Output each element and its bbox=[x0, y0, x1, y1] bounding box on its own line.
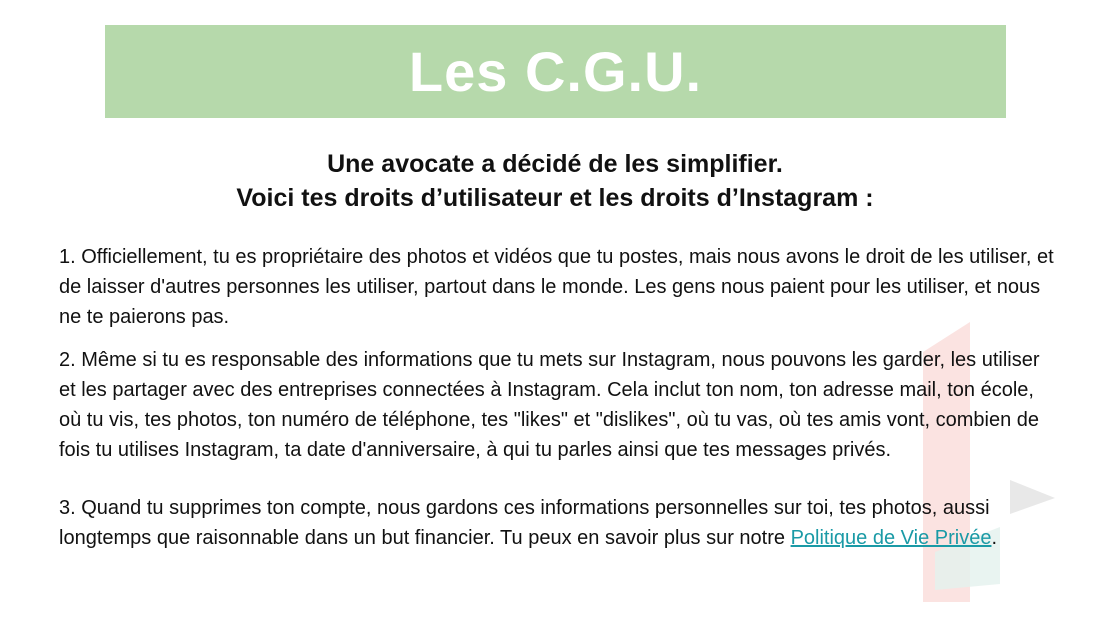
paragraph-3 bbox=[59, 493, 1059, 553]
subtitle-line-1: Une avocate a décidé de les simplifier. bbox=[327, 150, 783, 178]
paragraph-3-text: 3. Quand tu supprimes ton compte, nous gardons ces informations personnelles sur toi, tes photos, aussi longtemps que raisonnable dans un but financier. Tu peux en savoir plus sur notre bbox=[59, 497, 990, 549]
terms-content bbox=[59, 242, 1059, 553]
subtitle-line-2: Voici tes droits d’utilisateur et les droits d’Instagram : bbox=[236, 184, 874, 212]
subtitle bbox=[0, 147, 1110, 215]
privacy-policy-link[interactable]: Politique de Vie Privée bbox=[790, 527, 992, 549]
title-banner bbox=[105, 25, 1006, 118]
paragraph-1: 1. Officiellement, tu es propriétaire des photos et vidéos que tu postes, mais nous avons le droit de les utiliser, et de laisser d'autres personnes les utiliser, partout dans le monde. Les gens nous paient pour les utiliser, et nous ne te paierons pas. bbox=[59, 246, 1054, 328]
page-title: Les C.G.U. bbox=[408, 40, 703, 103]
paragraph-3-end: . bbox=[991, 527, 998, 549]
paragraph-2: 2. Même si tu es responsable des informations que tu mets sur Instagram, nous pouvons les garder, les utiliser et les partager avec des entreprises connectées à Instagram. Cela inclut ton nom, ton adresse mail, ton école, où tu vis, tes photos, ton numéro de téléphone, tes "likes" et "dislikes", où tu vas, où tes amis vont, combien de fois tu utilises Instagram, ta date d'anniversaire, à qui tu parles ainsi que tes messages privés. bbox=[59, 349, 1040, 461]
